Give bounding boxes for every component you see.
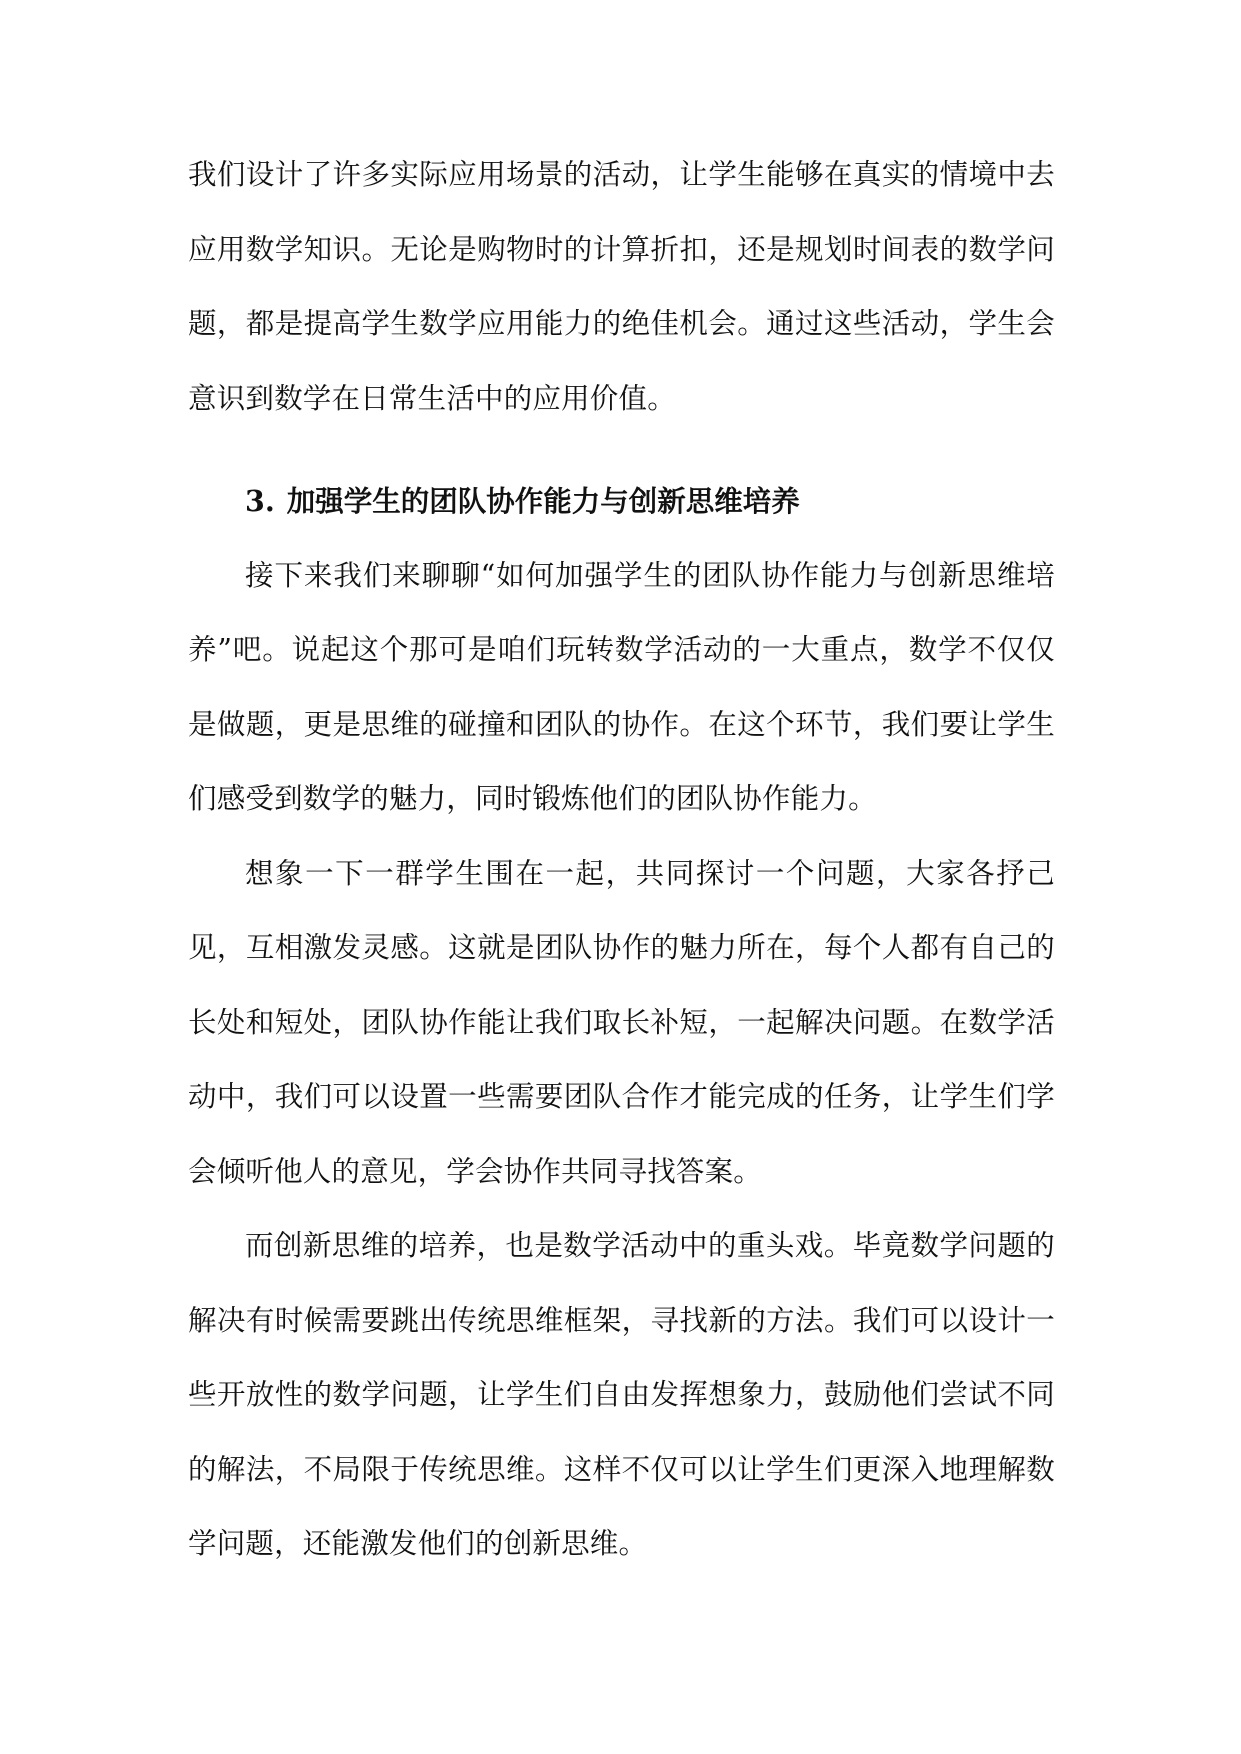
document-body bbox=[188, 138, 1055, 1582]
section-title: 加强学生的团队协作能力与创新思维培养 bbox=[286, 484, 800, 518]
section-heading bbox=[188, 436, 1055, 539]
paragraph-teamwork: 想象一下一群学生围在一起，共同探讨一个问题，大家各抒己见，互相激发灵感。这就是团队协作的魅力所在，每个人都有自己的长处和短处，团队协作能让我们取长补短，一起解决问题。在数学活动中，我们可以设置一些需要团队合作才能完成的任务，让学生们学会倾听他人的意见，学会协作共同寻找答案。 bbox=[188, 856, 1055, 1188]
paragraph-innovation: 而创新思维的培养，也是数学活动中的重头戏。毕竟数学问题的解决有时候需要跳出传统思维框架，寻找新的方法。我们可以设计一些开放性的数学问题，让学生们自由发挥想象力，鼓励他们尝试不同的解法，不局限于传统思维。这样不仅可以让学生们更深入地理解数学问题，还能激发他们的创新思维。 bbox=[188, 1229, 1055, 1560]
section-number: 3. bbox=[245, 484, 275, 518]
paragraph-team-intro: 接下来我们来聊聊“如何加强学生的团队协作能力与创新思维培养”吧。说起这个那可是咱们玩转数学活动的一大重点，数学不仅仅是做题，更是思维的碰撞和团队的协作。在这个环节，我们要让学生们感受到数学的魅力，同时锻炼他们的团队协作能力。 bbox=[188, 558, 1055, 815]
intro-paragraph: 我们设计了许多实际应用场景的活动，让学生能够在真实的情境中去应用数学知识。无论是购物时的计算折扣，还是规划时间表的数学问题，都是提高学生数学应用能力的绝佳机会。通过这些活动，学生会意识到数学在日常生活中的应用价值。 bbox=[188, 158, 1055, 415]
